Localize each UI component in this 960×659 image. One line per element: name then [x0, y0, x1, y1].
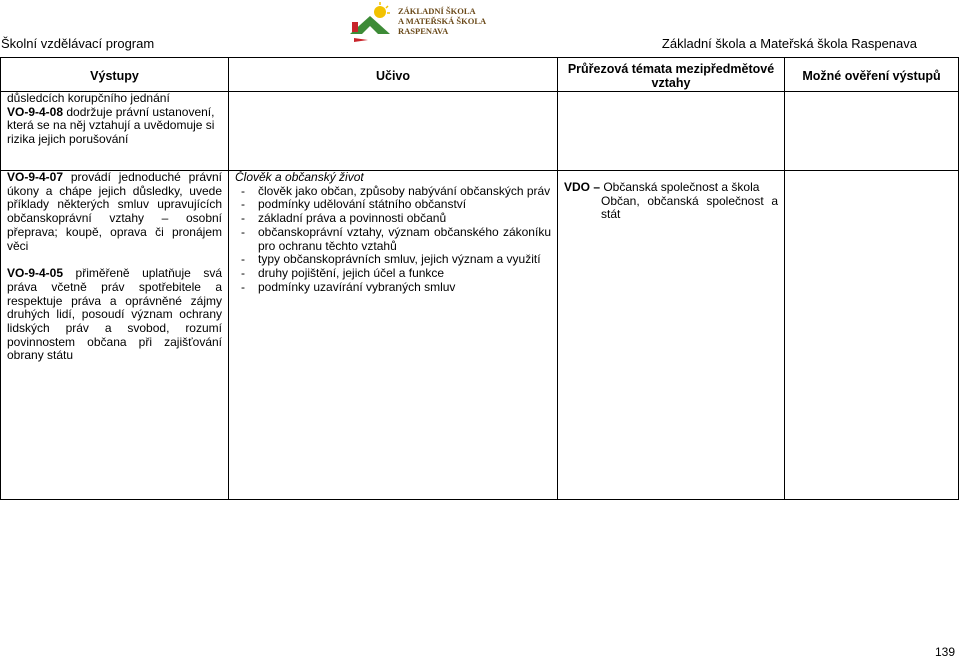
cross-topics-cell: [558, 92, 785, 171]
output-text: přiměřeně uplatňuje svá práva včetně práv spotřebitele a respektuje práva a oprávněné zájmy druhých lidí, posoudí význam ochrany lidských práv a svobod, rozumí povinnostem občana při zajišťování obrany státu: [7, 266, 222, 363]
output-item: [7, 171, 222, 253]
output-code: VO-9-4-08: [7, 104, 64, 119]
cross-topics-cell: [558, 171, 785, 500]
cross-topic-text: Občanská společnost a škola: [600, 180, 760, 194]
school-emblem-icon: [348, 2, 396, 44]
curriculum-list: [235, 185, 551, 295]
header-outputs: Výstupy: [1, 58, 229, 92]
curriculum-cell: [229, 171, 558, 500]
curriculum-title: Člověk a občanský život: [235, 170, 364, 184]
list-item: - člověk jako občan, způsoby nabývání občanských práv: [235, 185, 551, 199]
list-item: - základní práva a povinnosti občanů: [235, 212, 551, 226]
school-logo: [348, 2, 488, 44]
output-text: dodržuje právní ustanovení, která se na něj vztahují a uvědomuje si rizika jejich porušování: [7, 104, 215, 147]
verification-cell: [785, 92, 959, 171]
header-curriculum: Učivo: [229, 58, 558, 92]
output-code: VO-9-4-07: [7, 170, 64, 184]
curriculum-table: [0, 57, 959, 500]
table-row: [1, 92, 959, 171]
header-cross-topics: Průřezová témata mezipředmětové vztahy: [558, 58, 785, 92]
page-number: 139: [934, 645, 955, 659]
list-item: - druhy pojištění, jejich účel a funkce: [235, 267, 551, 281]
list-item: - podmínky udělování státního občanství: [235, 198, 551, 212]
list-item: - podmínky uzavírání vybraných smluv: [235, 281, 551, 295]
outputs-cell: [1, 171, 229, 500]
header-verification: Možné ověření výstupů: [785, 58, 959, 92]
output-text: důsledcích korupčního jednání: [7, 91, 170, 105]
cross-topic-text: Občan, občanská společnost a stát: [601, 193, 778, 222]
outputs-cell: [1, 92, 229, 171]
school-name: Základní škola a Mateřská škola Raspenava: [661, 36, 917, 51]
output-code: VO-9-4-05: [7, 266, 64, 281]
output-text: provádí jednoduché právní úkony a chápe jejich důsledky, uvede příklady některých smluv upravujících občanskoprávní vztahy – osobní přeprava; koupě, oprava či pronájem věci: [7, 170, 222, 253]
list-item: - typy občanskoprávních smluv, jejich význam a využití: [235, 253, 551, 267]
verification-cell: [785, 171, 959, 500]
logo-wordmark: ZÁKLADNÍ ŠKOLA A MATEŘSKÁ ŠKOLA RASPENAVA: [398, 6, 487, 36]
vdo-label: VDO –: [564, 180, 601, 194]
list-item: - občanskoprávní vztahy, význam občanského zákoníku pro ochranu těchto vztahů: [235, 226, 551, 253]
table-row: [1, 171, 959, 500]
output-item: [7, 267, 222, 363]
program-title: Školní vzdělávací program: [1, 36, 155, 51]
curriculum-cell: [229, 92, 558, 171]
header-row: [1, 58, 959, 92]
